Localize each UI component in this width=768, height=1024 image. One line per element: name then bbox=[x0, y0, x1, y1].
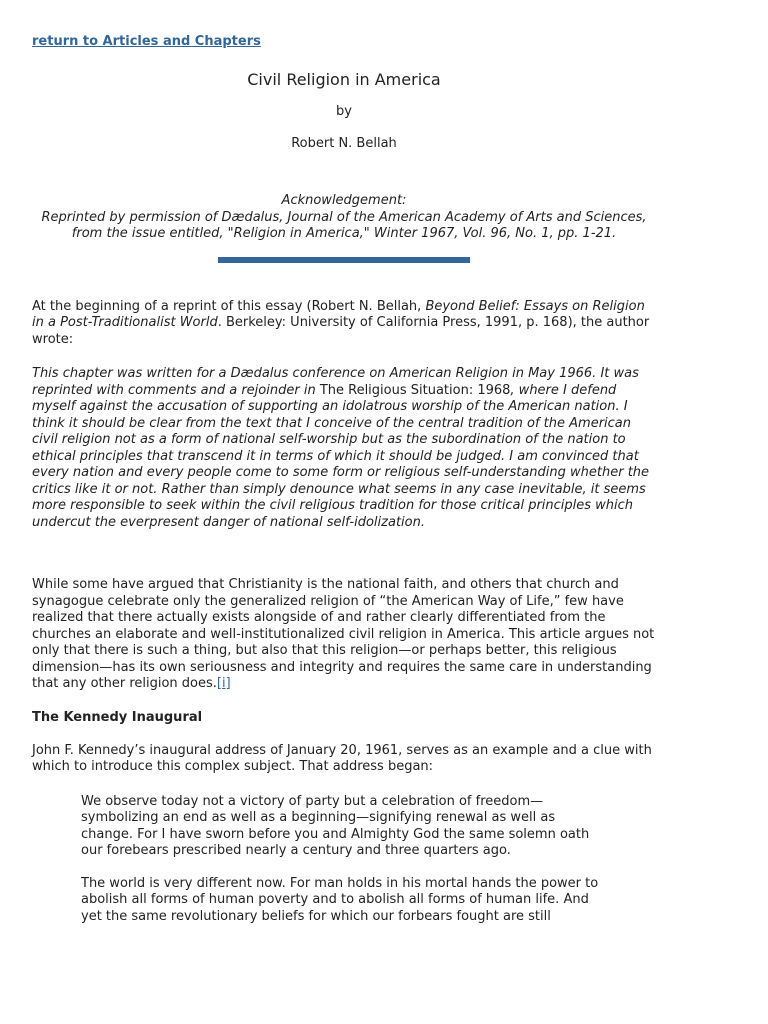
author-note-b: , where I defend myself against the accusation of supporting an idolatrous worship of the American nation. I think it should be clear from the text that I conceive of the central tradition of the American civil religion not as a form of national self-worship but as the subordination of the nation to ethical principles that transcend it in terms of which it should be judged. I am convinced that every nation and every people come to some form or religious self-understanding whether the critics like it or not. Rather than simply denounce what seems in any case inevitable, it seems more responsible to seek within the civil religious tradition for those critical principles which undercut the everpresent danger of national self-idolization. bbox=[32, 382, 650, 530]
author-note-paragraph bbox=[32, 366, 656, 531]
author-note-a: This chapter was written for a Dædalus conference on American Religion in May 1966. It was reprinted with comments and a rejoinder in bbox=[32, 366, 639, 398]
author-name: Robert N. Bellah bbox=[291, 136, 397, 151]
body-paragraph-1 bbox=[32, 577, 656, 693]
intro-text-b: . Berkeley: University of California Press, 1991, p. 168), the author wrote: bbox=[32, 315, 650, 347]
section-heading-kennedy: The Kennedy Inaugural bbox=[32, 709, 203, 725]
intro-paragraph bbox=[32, 299, 656, 349]
book-title-beyond-belief: Beyond Belief: Essays on Religion in a Post-Traditionalist World bbox=[32, 298, 645, 330]
footnote-link-i[interactable]: [i] bbox=[216, 676, 231, 691]
blockquote-2: The world is very different now. For man holds in his mortal hands the power to abolish all forms of human poverty and to abolish all forms of human life. And yet the same revolutionary beliefs for which our forbears fought are still bbox=[81, 875, 599, 924]
blockquote-1: We observe today not a victory of party but a celebration of freedom—symbolizing an end as well as a beginning—signifying renewal as well as change. For I have sworn before you and Almighty God the same solemn oath our forebears prescribed nearly a century and three quarters ago. bbox=[81, 793, 590, 858]
back-to-articles-link[interactable]: return to Articles and Chapters bbox=[32, 34, 261, 49]
body-paragraph-1-text: While some have argued that Christianity is the national faith, and others that church and synagogue celebrate only the generalized religion of “the American Way of Life,” few have realized that there actually exists alongside of and rather clearly differentiated from the churches an elaborate and well-institutionalized civil religion in America. This article argues not only that there is such a thing, but also that this religion—or perhaps better, this religious dimension—has its own seriousness and integrity and requires the same care in understanding that any other religion does. bbox=[32, 577, 655, 691]
article-page bbox=[32, 30, 656, 925]
book-title-religious-situation: The Religious Situation: 1968 bbox=[319, 382, 511, 398]
intro-text-a: At the beginning of a reprint of this essay (Robert N. Bellah, bbox=[32, 298, 426, 314]
body-paragraph-2: John F. Kennedy’s inaugural address of January 20, 1961, serves as an example and a clue with which to introduce this complex subject. That address began: bbox=[32, 742, 652, 774]
acknowledgement-text: Reprinted by permission of Dædalus, Journal of the American Academy of Arts and Sciences, from the issue entitled, "Religion in America," Winter 1967, Vol. 96, No. 1, pp. 1-21. bbox=[41, 209, 647, 241]
byline-by: by bbox=[336, 104, 352, 119]
section-divider bbox=[218, 257, 470, 263]
acknowledgement-label: Acknowledgement: bbox=[281, 193, 407, 208]
article-title: Civil Religion in America bbox=[247, 70, 441, 89]
acknowledgement-block bbox=[32, 193, 656, 243]
